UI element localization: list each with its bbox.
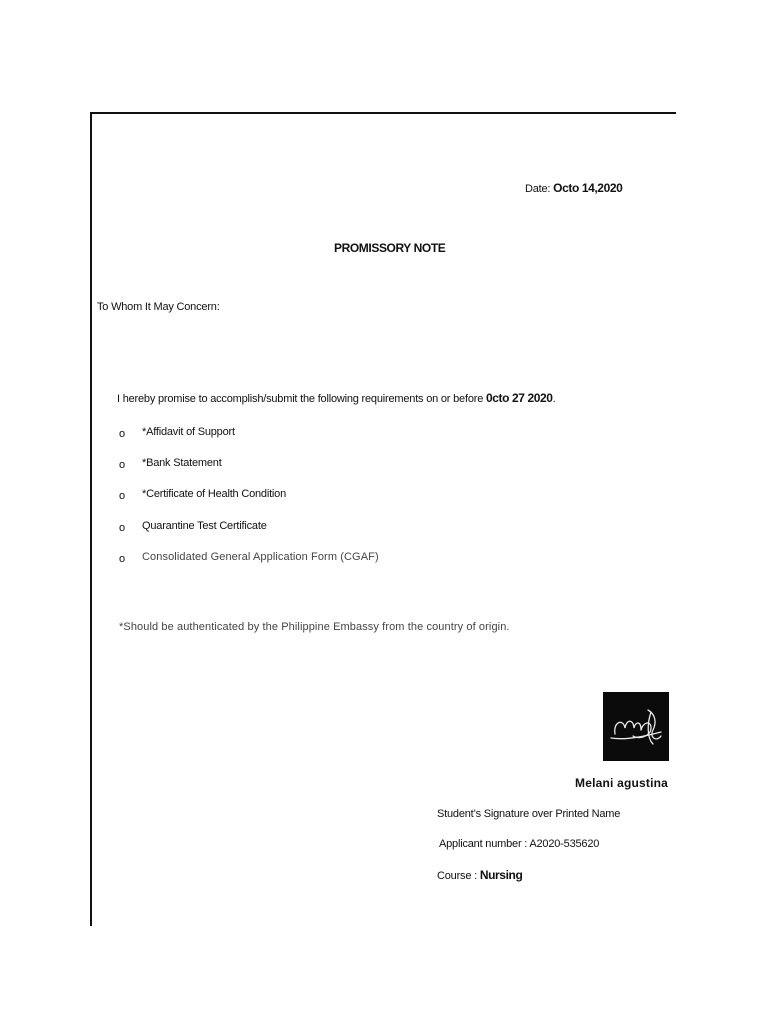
course-line <box>437 868 522 882</box>
bullet-marker: o <box>119 553 126 565</box>
date-label: Date: <box>525 183 551 195</box>
applicant-number <box>439 838 599 850</box>
applicant-label: Applicant number : <box>439 838 528 850</box>
salutation: To Whom It May Concern: <box>97 301 220 313</box>
signatory-name: Melani agustina <box>575 776 669 790</box>
body-end: . <box>552 393 556 405</box>
date-line <box>525 181 622 195</box>
frame-left-border <box>90 112 92 926</box>
frame-top-border <box>90 112 676 114</box>
signature-mark <box>603 692 669 761</box>
deadline-date: 0cto 27 2020 <box>485 391 553 405</box>
course-value: Nursing <box>479 868 523 882</box>
signature-caption: Student’s Signature over Printed Name <box>437 808 621 820</box>
page-title: PROMISSORY NOTE <box>334 241 446 255</box>
list-item-text: *Bank Statement <box>142 457 222 469</box>
bullet-marker: o <box>119 490 126 502</box>
bullet-marker: o <box>119 428 126 440</box>
course-label: Course : <box>437 870 477 882</box>
list-item-text: Quarantine Test Certificate <box>142 520 267 532</box>
list-item-text: Consolidated General Application Form (CGAF) <box>142 551 379 563</box>
body-paragraph <box>117 391 555 405</box>
applicant-value: A2020-535620 <box>529 838 600 850</box>
signature-image <box>603 692 669 761</box>
list-item-text: *Affidavit of Support <box>142 426 235 438</box>
footnote: *Should be authenticated by the Philippine Embassy from the country of origin. <box>119 621 510 633</box>
body-text: I hereby promise to accomplish/submit the following requirements on or before <box>117 393 486 405</box>
list-item-text: *Certificate of Health Condition <box>142 488 287 500</box>
date-value: Octo 14,2020 <box>553 181 623 195</box>
bullet-marker: o <box>119 459 126 471</box>
bullet-marker: o <box>119 522 126 534</box>
